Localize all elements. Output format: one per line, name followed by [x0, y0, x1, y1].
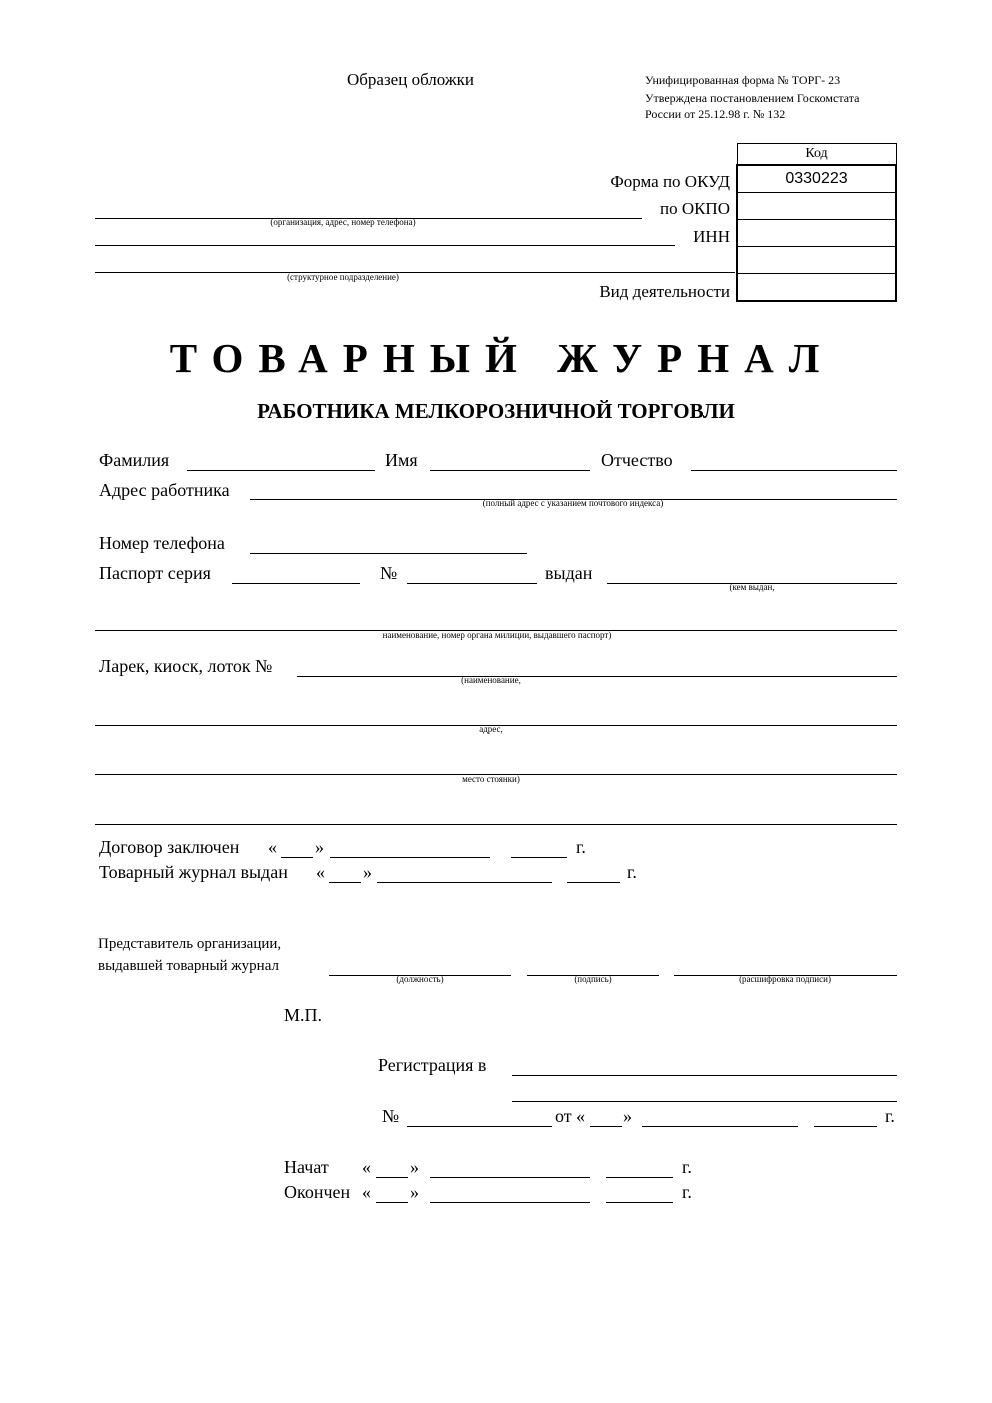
finished-label: Окончен	[284, 1182, 351, 1202]
phone-label: Номер телефона	[99, 533, 225, 553]
contract-label: Договор заключен	[99, 837, 240, 857]
organization-caption: (организация, адрес, номер телефона)	[270, 217, 416, 227]
registration-label: Регистрация в	[378, 1055, 487, 1075]
finished-month-field[interactable]	[430, 1202, 590, 1203]
registration-from-label: от «	[555, 1106, 586, 1126]
finished-open-quote: «	[362, 1182, 371, 1202]
okud-code-cell[interactable]: 0330223	[737, 165, 896, 193]
journal-day-field[interactable]	[329, 882, 361, 883]
phone-field[interactable]	[250, 553, 527, 554]
form-date-line: России от 25.12.98 г. № 132	[645, 107, 786, 121]
inn-code-cell[interactable]	[737, 220, 896, 247]
contract-close-quote: »	[315, 837, 324, 857]
journal-open-quote: «	[316, 862, 325, 882]
passport-number-field[interactable]	[407, 583, 537, 584]
started-day-field[interactable]	[376, 1177, 408, 1178]
journal-issued-label: Товарный журнал выдан	[99, 862, 288, 882]
blank-code-cell[interactable]	[737, 247, 896, 274]
contract-open-quote: «	[268, 837, 277, 857]
okud-label: Форма по ОКУД	[610, 172, 730, 191]
contract-month-field[interactable]	[330, 857, 490, 858]
finished-year-suffix: г.	[682, 1182, 692, 1202]
division-line[interactable]	[95, 272, 735, 273]
registration-month-field[interactable]	[642, 1126, 798, 1127]
document-title: ТОВАРНЫЙ ЖУРНАЛ	[169, 335, 835, 381]
sample-label: Образец обложки	[347, 70, 474, 89]
stamp-label: М.П.	[284, 1005, 323, 1025]
form-code-line: Унифицированная форма № ТОРГ- 23	[645, 73, 841, 87]
registration-close-quote: »	[623, 1106, 632, 1126]
signature-caption: (подпись)	[574, 974, 612, 984]
registration-place-field[interactable]	[512, 1075, 897, 1076]
registration-place-field-2[interactable]	[512, 1101, 897, 1102]
inn-label: ИНН	[693, 227, 730, 246]
document-subtitle: РАБОТНИКА МЕЛКОРОЗНИЧНОЙ ТОРГОВЛИ	[257, 399, 735, 423]
organization-line-2[interactable]	[95, 245, 675, 246]
registration-number-field[interactable]	[407, 1126, 552, 1127]
contract-year-field[interactable]	[511, 857, 567, 858]
surname-field[interactable]	[187, 470, 375, 471]
finished-close-quote: »	[410, 1182, 419, 1202]
contract-day-field[interactable]	[281, 857, 313, 858]
journal-year-suffix: г.	[627, 862, 637, 882]
surname-label: Фамилия	[99, 450, 170, 470]
journal-close-quote: »	[363, 862, 372, 882]
started-label: Начат	[284, 1157, 329, 1177]
stall-extra-line[interactable]	[95, 824, 897, 825]
journal-month-field[interactable]	[377, 882, 552, 883]
codes-table	[736, 143, 897, 302]
okpo-code-cell[interactable]	[737, 193, 896, 220]
registration-number-sign: №	[382, 1106, 400, 1126]
stall-name-caption: (наименование,	[461, 675, 521, 685]
address-label: Адрес работника	[99, 480, 230, 500]
okpo-label: по ОКПО	[659, 199, 730, 218]
registration-year-field[interactable]	[814, 1126, 877, 1127]
representative-line-1: Представитель организации,	[98, 936, 282, 952]
contract-year-suffix: г.	[576, 837, 586, 857]
started-close-quote: »	[410, 1157, 419, 1177]
finished-year-field[interactable]	[606, 1202, 673, 1203]
stall-label: Ларек, киоск, лоток №	[99, 656, 273, 676]
passport-label: Паспорт серия	[99, 563, 211, 583]
division-caption: (структурное подразделение)	[287, 272, 399, 282]
position-caption: (должность)	[396, 974, 444, 984]
representative-line-2: выдавшей товарный журнал	[98, 958, 279, 974]
stall-address-caption: адрес,	[479, 724, 503, 734]
police-caption: наименование, номер органа милиции, выдавшего паспорт)	[382, 630, 612, 640]
name-label: Имя	[385, 450, 418, 470]
finished-day-field[interactable]	[376, 1202, 408, 1203]
passport-number-sign: №	[380, 563, 398, 583]
address-caption: (полный адрес с указанием почтового индекса)	[482, 498, 664, 508]
activity-code-cell[interactable]	[737, 274, 896, 302]
codes-head: Код	[737, 144, 896, 166]
started-open-quote: «	[362, 1157, 371, 1177]
registration-day-field[interactable]	[590, 1126, 622, 1127]
stall-place-caption: место стоянки)	[462, 774, 520, 784]
stall-name-field[interactable]	[297, 676, 897, 677]
patronymic-field[interactable]	[691, 470, 897, 471]
form-approval-line: Утверждена постановлением Госкомстата	[645, 91, 860, 105]
patronymic-label: Отчество	[601, 450, 673, 470]
registration-year-suffix: г.	[885, 1106, 895, 1126]
signature-decoding-caption: (расшифровка подписи)	[739, 974, 831, 984]
activity-label: Вид деятельности	[599, 282, 730, 301]
journal-year-field[interactable]	[567, 882, 620, 883]
started-month-field[interactable]	[430, 1177, 590, 1178]
issued-caption: (кем выдан,	[729, 582, 775, 592]
issued-label: выдан	[545, 563, 593, 583]
started-year-field[interactable]	[606, 1177, 673, 1178]
started-year-suffix: г.	[682, 1157, 692, 1177]
passport-series-field[interactable]	[232, 583, 360, 584]
name-field[interactable]	[430, 470, 590, 471]
